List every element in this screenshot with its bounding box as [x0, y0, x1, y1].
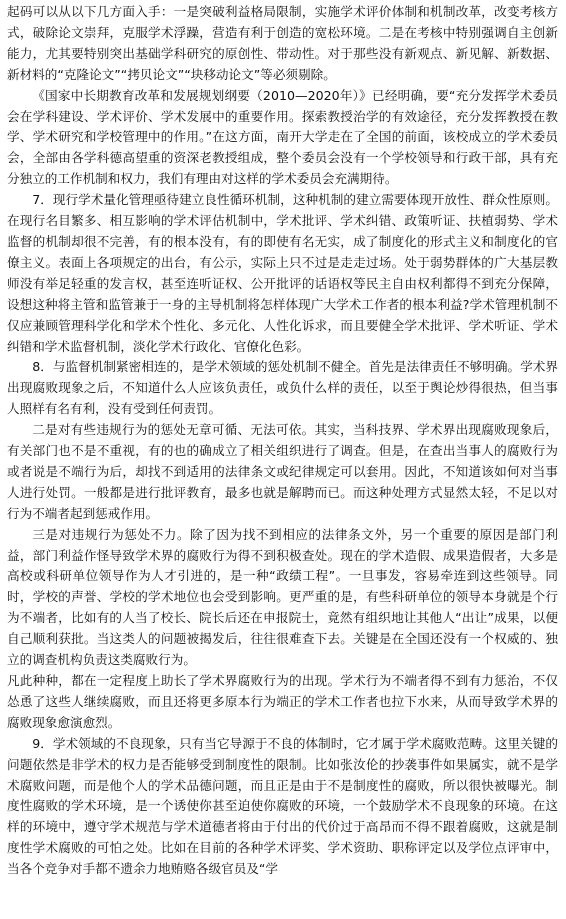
paragraph-no-rules-to-follow: 二是对有些违规行为的惩处无章可循、无法可依。其实，当科技界、学术界出现腐败现象后，有关部门也不是不重视，有的也的确成立了相关组织进行了调查。但是，在查出当事人的腐败行为或者说是不端行为后，却找不到适用的法律条文或纪律规定可以套用。因此，不知道该如何对当事人进行处罚。一般都是进行批评教育，最多也就是解聘而已。而这种处理方式显然太轻，不足以对行为不端者起到惩戒作用。	[7, 422, 558, 521]
paragraph-intro-reform: 起码可以从以下几方面入手：一是突破利益格局限制，实施学术评价体制和机制改革，改变考核方式，破除论文崇拜，克服学术浮躁，营造有利于创造的宽松环境。二是在考核中特别强调自主创新能力，尤其要特别突出基础学科研究的原创性、带动性。对于那些没有新观点、新见解、新数据、新材料的“克隆论文”“拷贝论文”“块移动论文”等必须剔除。	[7, 4, 558, 82]
paragraph-point-9-institutional-corruption: 9．学术领域的不良现象，只有当它导源于不良的体制时，它才属于学术腐败范畴。这里关键的问题依然是非学术的权力是否能够受到制度性的限制。比如张汝伦的抄袭事件如果属实，就不是学术腐败问题，而是他个人的学术品德问题，而且正是由于不是制度性的腐败，所以很快被曝光。制度性腐败的学术环境，是一个诱使你甚至迫使你腐败的环境，一个鼓励学术不良现象的环境。在这样的环境中，遵守学术规范与学术道德者将由于付出的代价过于高昂而不得不跟着腐败，这就是制度性学术腐败的可怕之处。比如在目前的各种学术评奖、学术资助、职称评定以及学位点评审中，当各个竞争对手都不遗余力地贿赂各级官员及“学	[7, 735, 558, 877]
paragraph-summary: 凡此种种，都在一定程度上助长了学术界腐败行为的出现。学术行为不端者得不到有力惩治，不仅怂恿了这些人继续腐败，而且还将更多原本行为端正的学术工作者也拉下水来，从而导致学术界的腐败现象愈演愈烈。	[7, 673, 558, 730]
paragraph-weak-punishment: 三是对违规行为惩处不力。除了因为找不到相应的法律条文外，另一个重要的原因是部门利益，部门利益作怪导致学术界的腐败行为得不到积极查处。现在的学术造假、成果造假者，大多是高校或科研单位领导作为人才引进的，是一种“政绩工程”。一旦事发，容易牵连到这些领导。同时，学校的声誉、学校的学术地位也会受到影响。更严重的是，有些科研单位的领导本身就是个行为不端者，比如有的人当了校长、院长后还在申报院士，竟然有组织地让其他人“出让”成果，以便自己顺利获批。当这类人的问题被揭发后，往往很难查下去。关键是在全国还没有一个权威的、独立的调查机构负责这类腐败行为。	[7, 526, 558, 668]
paragraph-point-7-quantitative-management: 7．现行学术量化管理亟待建立良性循环机制，这种机制的建立需要体现开放性、群众性原则。在现行名目繁多、相互影响的学术评估机制中，学术批评、学术纠错、政策听证、扶植弱势、学术监督的机制却很不完善，有的根本没有，有的即使有名无实，成了制度化的形式主义和制度化的官僚主义。表面上各项规定的出台，有公示，实际上只不过是走走过场。处于弱势群体的广大基层教师没有举足轻重的发言权，甚至连听证权、公开批评的话语权等民主自由权利都得不到充分保障，设想这种将主管和监管兼于一身的主导机制将怎样体现广大学术工作者的根本利益?学术管理机制不仅应兼顾管理科学化和学术个性化、多元化、人性化诉求，而且要健全学术批评、学术听证、学术纠错和学术监督机制，淡化学术行政化、官僚化色彩。	[7, 192, 558, 354]
paragraph-outline-academic-committee: 《国家中长期教育改革和发展规划纲要（2010—2020年）》已经明确，要“充分发挥学术委员会在学科建设、学术评价、学术发展中的重要作用。探索教授治学的有效途径，充分发挥教授在教学、学术研究和学校管理中的作用。”在这方面，南开大学走在了全国的前面，该校成立的学术委员会，全部由各学科德高望重的资深老教授组成，整个委员会没有一个学校领导和行政干部，具有充分独立的工作机制和权力，我们有理由对这样的学术委员会充满期待。	[7, 87, 558, 187]
paragraph-point-8-punishment-mechanism: 8．与监督机制紧密相连的，是学术领域的惩处机制不健全。首先是法律责任不够明确。学术界出现腐败现象之后，不知道什么人应该负责任，或负什么样的责任，以至于舆论炒得很热，但当事人照样有名有利，没有受到任何责罚。	[7, 359, 558, 417]
